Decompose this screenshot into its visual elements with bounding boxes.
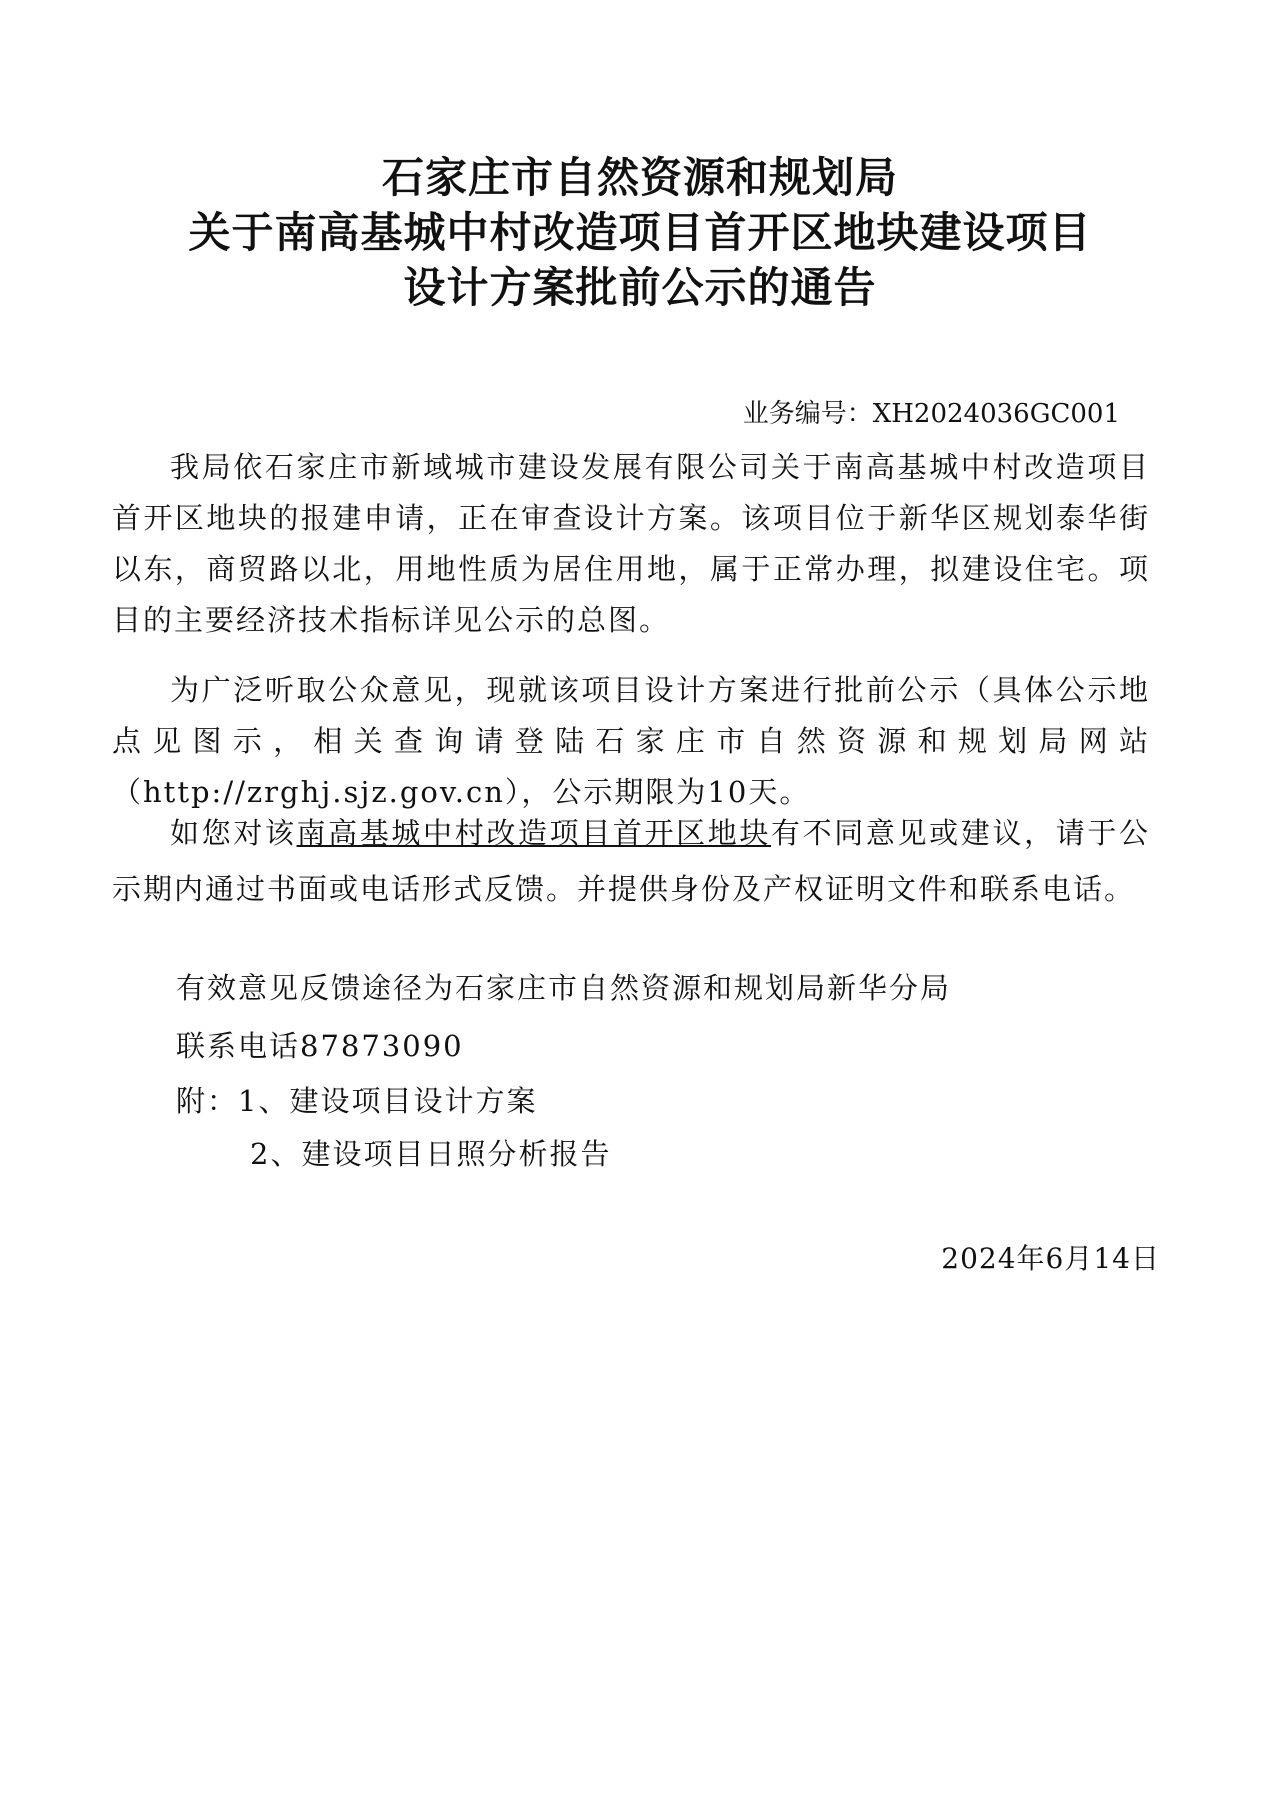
notice-title-line-1: 石家庄市自然资源和规划局 bbox=[381, 153, 898, 202]
feedback-request-suffix: 有不同意见或建议，请于公示期内通过书面或电话形式反馈。并提供身份及产权证明文件和联系电话。 bbox=[112, 816, 1150, 906]
feedback-request-prefix: 如您对该 bbox=[170, 816, 297, 850]
feedback-channel: 有效意见反馈途径为石家庄市自然资源和规划局新华分局 bbox=[176, 971, 952, 1005]
notice-title-line-3: 设计方案批前公示的通告 bbox=[403, 263, 877, 312]
attachment-item-2: 2、建设项目日照分析报告 bbox=[250, 1137, 612, 1171]
contact-phone: 联系电话87873090 bbox=[176, 1029, 464, 1063]
paragraph-publicity: 为广泛听取公众意见，现就该项目设计方案进行批前公示（具体公示地点见图示，相关查询请登陆石家庄市自然资源和规划局网站（http://zrghj.sjz.gov.cn），公示期限为10天。 bbox=[112, 673, 1150, 809]
notice-title-line-2: 关于南高基城中村改造项目首开区地块建设项目 bbox=[188, 208, 1092, 257]
business-number: 业务编号：XH2024036GC001 bbox=[742, 399, 1120, 429]
paragraph-feedback-request bbox=[112, 805, 1150, 917]
project-name-underlined: 南高基城中村改造项目首开区地块 bbox=[296, 816, 772, 850]
attachment-item-1: 附：1、建设项目设计方案 bbox=[176, 1084, 538, 1118]
notice-date: 2024年6月14日 bbox=[941, 1242, 1160, 1275]
paragraph-application: 我局依石家庄市新域城市建设发展有限公司关于南高基城中村改造项目首开区地块的报建申请，正在审查设计方案。该项目位于新华区规划泰华街以东，商贸路以北，用地性质为居住用地，属于正常办理，拟建设住宅。项目的主要经济技术指标详见公示的总图。 bbox=[112, 450, 1150, 637]
